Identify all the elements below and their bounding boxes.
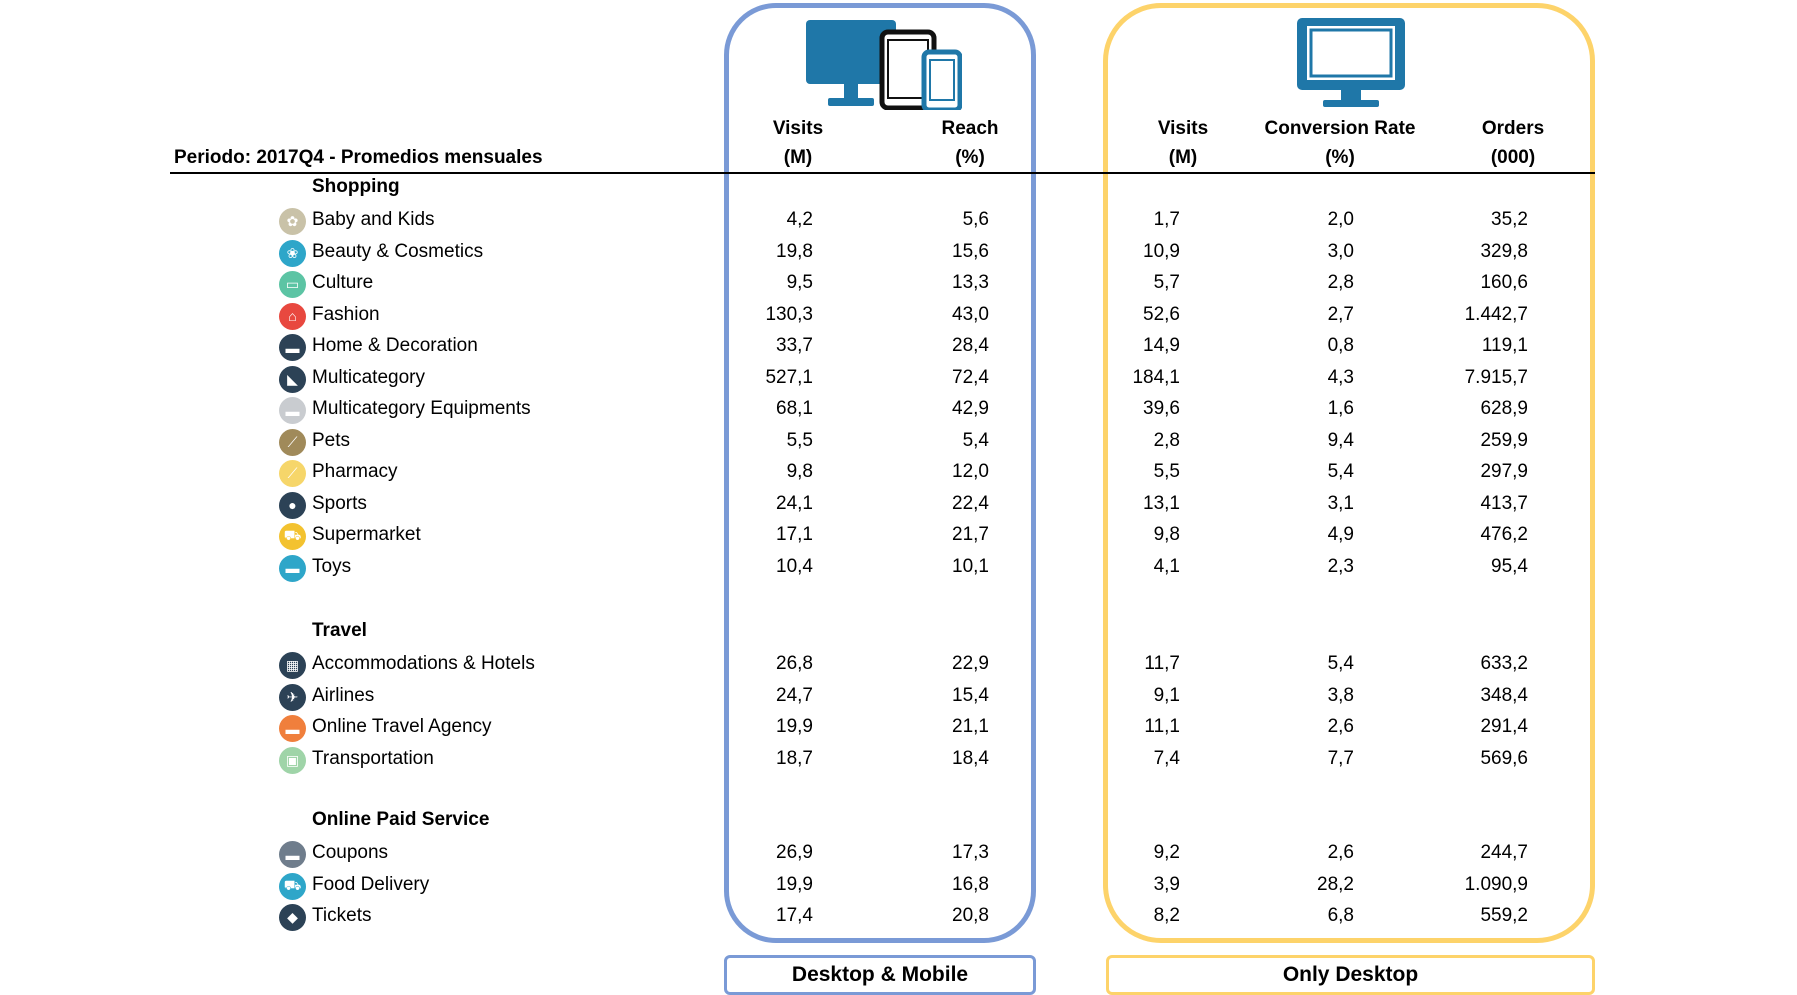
table-row xyxy=(0,239,1797,269)
table-row xyxy=(0,207,1797,237)
od-visits-cell: 5,7 xyxy=(1153,272,1180,293)
od-conversion-cell: 3,1 xyxy=(1327,492,1354,514)
od-visits-cell: 1,7 xyxy=(1153,209,1180,230)
sofa-icon: ▬ xyxy=(279,334,306,361)
table-row xyxy=(0,872,1797,902)
section-title: Shopping xyxy=(312,176,400,197)
dm-reach-cell: 72,4 xyxy=(952,366,989,388)
row-label: Home & Decoration xyxy=(312,335,478,356)
dm-reach-cell: 15,6 xyxy=(952,240,989,262)
od-conversion-cell: 2,7 xyxy=(1327,303,1354,325)
od-conversion-cell: 7,7 xyxy=(1327,747,1354,769)
table-row xyxy=(0,840,1797,870)
desktop-mobile-label: Desktop & Mobile xyxy=(724,955,1036,995)
row-label: Sports xyxy=(312,492,367,514)
header-divider xyxy=(170,172,1595,174)
baby-icon: ✿ xyxy=(279,208,306,235)
table-row xyxy=(0,522,1797,552)
od-visits-cell: 2,8 xyxy=(1153,429,1180,451)
od-conversion-cell: 5,4 xyxy=(1327,461,1354,482)
table-row xyxy=(0,903,1797,933)
only-desktop-label: Only Desktop xyxy=(1106,955,1595,995)
hanger-icon: ⌂ xyxy=(279,303,306,330)
od-visits-cell: 11,1 xyxy=(1144,716,1180,737)
od-orders-cell: 297,9 xyxy=(1480,461,1528,482)
bus-icon: ▣ xyxy=(279,747,306,774)
dm-visits-cell: 527,1 xyxy=(765,366,813,388)
dm-visits-cell: 68,1 xyxy=(776,398,813,419)
row-label: Supermarket xyxy=(312,524,421,545)
od-orders-cell: 291,4 xyxy=(1480,716,1528,737)
od-conversion-cell: 2,0 xyxy=(1327,209,1354,230)
dm-visits-cell: 19,8 xyxy=(776,240,813,262)
cart-icon: ⛟ xyxy=(279,523,306,550)
table-row xyxy=(0,554,1797,584)
od-visits-cell: 13,1 xyxy=(1143,492,1180,514)
od-visits-cell: 11,7 xyxy=(1144,653,1180,674)
book-icon: ▭ xyxy=(279,271,306,298)
ticket-icon: ▬ xyxy=(279,715,306,742)
od-orders-cell: 259,9 xyxy=(1480,429,1528,451)
dm-visits-cell: 10,4 xyxy=(776,555,813,577)
dm-reach-header: Reach (%) xyxy=(941,118,999,168)
dm-reach-cell: 18,4 xyxy=(952,747,989,769)
row-label: Pets xyxy=(312,429,351,451)
dm-visits-cell: 33,7 xyxy=(776,335,813,356)
od-orders-cell: 628,9 xyxy=(1480,398,1528,419)
dm-visits-cell: 17,1 xyxy=(776,524,813,545)
cosmetics-icon: ❀ xyxy=(279,240,306,267)
od-orders-cell: 7.915,7 xyxy=(1464,366,1528,388)
hotel-icon: ▦ xyxy=(279,652,306,679)
row-label: Culture xyxy=(312,272,374,293)
od-visits-cell: 9,2 xyxy=(1153,842,1180,863)
od-visits-cell: 9,8 xyxy=(1153,524,1180,545)
table-row xyxy=(0,396,1797,426)
dm-reach-cell: 22,4 xyxy=(952,492,989,514)
row-label: Coupons xyxy=(312,842,389,863)
od-conversion-cell: 2,8 xyxy=(1327,272,1354,293)
od-visits-cell: 184,1 xyxy=(1132,366,1180,388)
od-conversion-cell: 6,8 xyxy=(1327,905,1354,926)
od-orders-cell: 119,1 xyxy=(1481,335,1528,356)
od-orders-cell: 244,7 xyxy=(1480,842,1528,863)
dm-visits-cell: 24,1 xyxy=(776,492,813,514)
dm-visits-cell: 130,3 xyxy=(765,303,813,325)
table-row xyxy=(0,491,1797,521)
dm-reach-cell: 5,6 xyxy=(962,209,989,230)
od-visits-cell: 10,9 xyxy=(1143,240,1180,262)
od-visits-cell: 4,1 xyxy=(1153,555,1180,577)
od-orders-cell: 348,4 xyxy=(1480,684,1528,706)
od-orders-cell: 329,8 xyxy=(1480,240,1528,262)
od-conversion-cell: 2,6 xyxy=(1327,842,1354,863)
od-orders-cell: 160,6 xyxy=(1480,272,1528,293)
row-label: Multicategory Equipments xyxy=(312,398,531,419)
dm-reach-cell: 28,4 xyxy=(952,335,989,356)
od-visits-cell: 9,1 xyxy=(1153,684,1180,706)
desktop-mobile-devices-icon xyxy=(806,18,962,110)
table-row xyxy=(0,365,1797,395)
dm-visits-cell: 26,9 xyxy=(776,842,813,863)
dm-reach-cell: 21,1 xyxy=(952,716,989,737)
od-visits-cell: 39,6 xyxy=(1143,398,1180,419)
tickets-icon: ◆ xyxy=(279,904,306,931)
od-visits-cell: 52,6 xyxy=(1143,303,1180,325)
bone-icon: ⟋ xyxy=(279,429,306,456)
dm-reach-cell: 22,9 xyxy=(952,653,989,674)
table-row xyxy=(0,714,1797,744)
od-orders-cell: 1.090,9 xyxy=(1464,873,1528,895)
od-conversion-cell: 2,6 xyxy=(1327,716,1354,737)
section-title: Online Paid Service xyxy=(312,809,490,830)
dm-reach-cell: 42,9 xyxy=(952,398,989,419)
od-visits-cell: 3,9 xyxy=(1153,873,1180,895)
od-conversion-cell: 3,8 xyxy=(1327,684,1354,706)
od-visits-cell: 7,4 xyxy=(1153,747,1180,769)
section-title: Travel xyxy=(312,620,367,641)
od-visits-cell: 8,2 xyxy=(1153,905,1180,926)
od-visits-cell: 5,5 xyxy=(1153,461,1180,482)
row-label: Transportation xyxy=(312,747,434,769)
od-orders-cell: 35,2 xyxy=(1491,209,1528,230)
od-orders-cell: 633,2 xyxy=(1480,653,1528,674)
row-label: Accommodations & Hotels xyxy=(312,653,535,674)
od-orders-cell: 569,6 xyxy=(1480,747,1528,769)
row-label: Pharmacy xyxy=(312,461,398,482)
dm-visits-cell: 9,8 xyxy=(786,461,813,482)
ball-icon: ● xyxy=(279,492,306,519)
dm-reach-cell: 20,8 xyxy=(952,905,989,926)
od-orders-cell: 559,2 xyxy=(1480,905,1528,926)
od-conversion-header: Conversion Rate (%) xyxy=(1264,118,1416,168)
dm-visits-cell: 17,4 xyxy=(776,905,813,926)
row-label: Baby and Kids xyxy=(312,209,435,230)
airplane-icon: ✈ xyxy=(279,684,306,711)
pill-icon: ⟋ xyxy=(279,460,306,487)
delivery-icon: ⛟ xyxy=(279,873,306,900)
row-label: Food Delivery xyxy=(312,873,430,895)
table-row xyxy=(0,651,1797,681)
dm-visits-cell: 24,7 xyxy=(776,684,813,706)
od-orders-header: Orders (000) xyxy=(1481,118,1545,168)
od-conversion-cell: 5,4 xyxy=(1327,653,1354,674)
od-conversion-cell: 2,3 xyxy=(1327,555,1354,577)
dm-reach-cell: 21,7 xyxy=(952,524,989,545)
dm-visits-cell: 18,7 xyxy=(776,747,813,769)
row-label: Beauty & Cosmetics xyxy=(312,240,484,262)
dm-visits-cell: 9,5 xyxy=(786,272,813,293)
dm-visits-cell: 5,5 xyxy=(786,429,813,451)
od-conversion-cell: 3,0 xyxy=(1327,240,1354,262)
od-conversion-cell: 4,9 xyxy=(1327,524,1354,545)
od-conversion-cell: 4,3 xyxy=(1327,366,1354,388)
dm-reach-cell: 12,0 xyxy=(952,461,989,482)
table-row xyxy=(0,270,1797,300)
dm-visits-cell: 19,9 xyxy=(776,716,813,737)
row-label: Toys xyxy=(312,555,352,577)
dm-reach-cell: 16,8 xyxy=(952,873,989,895)
od-orders-cell: 413,7 xyxy=(1480,492,1528,514)
dm-visits-header: Visits (M) xyxy=(772,118,824,168)
od-visits-cell: 14,9 xyxy=(1143,335,1180,356)
od-conversion-cell: 9,4 xyxy=(1327,429,1354,451)
glasses-icon: ▬ xyxy=(279,555,306,582)
coupon-icon: ▬ xyxy=(279,841,306,868)
dm-reach-cell: 13,3 xyxy=(952,272,989,293)
desktop-monitor-icon xyxy=(1295,16,1407,108)
dm-reach-cell: 17,3 xyxy=(952,842,989,863)
od-conversion-cell: 28,2 xyxy=(1317,873,1354,895)
row-label: Multicategory xyxy=(312,366,425,388)
dm-reach-cell: 43,0 xyxy=(952,303,989,325)
table-row xyxy=(0,683,1797,713)
table-row xyxy=(0,302,1797,332)
dm-reach-cell: 5,4 xyxy=(962,429,989,451)
row-label: Airlines xyxy=(312,684,375,706)
table-row xyxy=(0,333,1797,363)
row-label: Online Travel Agency xyxy=(312,716,492,737)
od-conversion-cell: 0,8 xyxy=(1327,335,1354,356)
table-row xyxy=(0,746,1797,776)
monitor-icon: ▬ xyxy=(279,397,306,424)
dm-visits-cell: 19,9 xyxy=(776,873,813,895)
row-label: Tickets xyxy=(312,905,372,926)
od-orders-cell: 95,4 xyxy=(1491,555,1528,577)
od-orders-cell: 476,2 xyxy=(1480,524,1528,545)
dm-visits-cell: 26,8 xyxy=(776,653,813,674)
shoe-icon: ◣ xyxy=(279,366,306,393)
od-visits-header: Visits (M) xyxy=(1157,118,1209,168)
table-row xyxy=(0,459,1797,489)
table-row xyxy=(0,428,1797,458)
row-label: Fashion xyxy=(312,303,380,325)
od-orders-cell: 1.442,7 xyxy=(1464,303,1528,325)
dm-visits-cell: 4,2 xyxy=(786,209,813,230)
dm-reach-cell: 10,1 xyxy=(952,555,989,577)
period-label: Periodo: 2017Q4 - Promedios mensuales xyxy=(174,147,543,168)
dm-reach-cell: 15,4 xyxy=(952,684,989,706)
od-conversion-cell: 1,6 xyxy=(1327,398,1354,419)
